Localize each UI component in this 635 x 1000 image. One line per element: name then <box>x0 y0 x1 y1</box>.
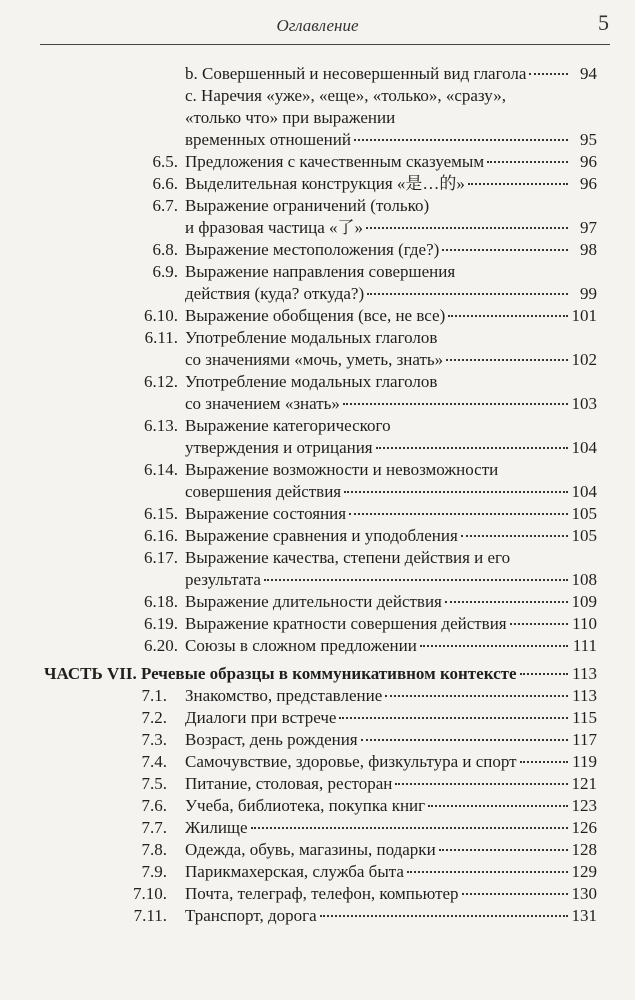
toc-entry-number: 6.11. <box>144 328 178 347</box>
toc-entry-text: результата <box>185 570 261 589</box>
dot-leader <box>366 227 568 229</box>
toc-entry-number: 7.11. <box>133 906 167 925</box>
toc-entry-number: 7.10. <box>133 884 167 903</box>
toc-entry-page: 103 <box>571 394 597 413</box>
toc-entry-text: Самочувствие, здоровье, физкультура и спорт <box>185 752 517 771</box>
dot-leader <box>468 183 568 185</box>
toc-entry-text: Питание, столовая, ресторан <box>185 774 393 793</box>
toc-entry-line <box>44 663 597 685</box>
toc-entry-line <box>152 151 597 173</box>
dot-leader <box>510 623 568 625</box>
toc-entry-number: 6.19. <box>144 614 178 633</box>
toc-entry-text: Почта, телеграф, телефон, компьютер <box>185 884 459 903</box>
toc-entry-number: 6.15. <box>144 504 178 523</box>
toc-entry-text: Выражение длительности действия <box>185 592 442 611</box>
toc-entry-line <box>133 905 597 927</box>
toc-entry-text: совершения действия <box>185 482 342 501</box>
toc-entry-page: 119 <box>572 752 597 771</box>
toc-entry-number: 7.9. <box>141 862 167 881</box>
dot-leader <box>520 673 568 675</box>
toc-entry[interactable] <box>0 707 635 729</box>
toc-entry-text: Выражение сравнения и уподобления <box>185 526 458 545</box>
page-number: 5 <box>598 10 609 35</box>
dot-leader <box>428 805 568 807</box>
toc-entry[interactable] <box>0 305 635 327</box>
dot-leader <box>367 293 568 295</box>
toc-entry[interactable] <box>0 261 635 305</box>
toc-entry-text: Жилище <box>185 818 248 837</box>
toc-entry[interactable] <box>0 503 635 525</box>
dot-leader <box>251 827 568 829</box>
toc-entry-text: Употребление модальных глаголов <box>185 372 438 391</box>
dot-leader <box>320 915 568 917</box>
toc-entry[interactable] <box>0 371 635 415</box>
toc-entry-text: c. Наречия «уже», «еще», «только», «сразу», <box>185 86 506 105</box>
dot-leader <box>439 849 568 851</box>
toc-entry-text: Выражение кратности совершения действия <box>185 614 507 633</box>
toc-entry-line <box>144 591 597 613</box>
dot-leader <box>349 513 568 515</box>
toc-entry-page: 98 <box>580 240 597 259</box>
part-heading-text: ЧАСТЬ VII. Речевые образцы в коммуникативном контексте <box>44 664 517 683</box>
toc-entry-line <box>144 305 597 327</box>
toc-entry-line <box>152 261 597 283</box>
toc-entry-number: 6.6. <box>152 174 178 193</box>
toc-entry-number: 7.5. <box>141 774 167 793</box>
toc-entry[interactable] <box>0 151 635 173</box>
toc-entry[interactable] <box>0 883 635 905</box>
toc-entry-line <box>185 481 597 503</box>
toc-entry-text: и фразовая частица «了» <box>185 218 364 237</box>
toc-entry-line <box>144 613 597 635</box>
toc-entry-page: 99 <box>580 284 597 303</box>
toc-entry-text: утверждения и отрицания <box>185 438 373 457</box>
toc-entry-number: 6.5. <box>152 152 178 171</box>
toc-entry-number: 7.6. <box>141 796 167 815</box>
toc-entry-line <box>144 525 597 547</box>
dot-leader <box>462 893 568 895</box>
running-header-title: Оглавление <box>276 16 359 35</box>
toc-entry-text: «только что» при выражении <box>185 108 396 127</box>
toc-entry-line <box>185 129 597 151</box>
toc-entry[interactable] <box>0 861 635 883</box>
toc-entry-line <box>185 437 597 459</box>
toc-entry-line <box>144 459 597 481</box>
dot-leader <box>376 447 568 449</box>
toc-entry-page: 115 <box>572 708 597 727</box>
toc-entry-text: b. Совершенный и несовершенный вид глагола <box>185 64 527 83</box>
toc-entry[interactable] <box>0 85 635 151</box>
toc-entry-text: временных отношений <box>185 130 351 149</box>
toc-entry-number: 7.4. <box>141 752 167 771</box>
toc-entry-page: 111 <box>572 636 597 655</box>
toc-entry-text: Одежда, обувь, магазины, подарки <box>185 840 436 859</box>
toc-entry-number: 6.8. <box>152 240 178 259</box>
dot-leader <box>445 601 568 603</box>
toc-entry-page: 129 <box>571 862 597 881</box>
dot-leader <box>264 579 568 581</box>
toc-entry-text: Союзы в сложном предложении <box>185 636 417 655</box>
toc-entry-number: 6.13. <box>144 416 178 435</box>
toc-entry-page: 95 <box>580 130 597 149</box>
dot-leader <box>487 161 568 163</box>
toc-entry-line <box>144 327 597 349</box>
toc-entry-page: 97 <box>580 218 597 237</box>
dot-leader <box>520 761 568 763</box>
toc-entry-number: 6.16. <box>144 526 178 545</box>
toc-entry-text: Предложения с качественным сказуемым <box>185 152 485 171</box>
toc-entry-number: 7.8. <box>141 840 167 859</box>
toc-entry-text: со значениями «мочь, уметь, знать» <box>185 350 444 369</box>
toc-entry-page: 131 <box>571 906 597 925</box>
toc-entry-text: Употребление модальных глаголов <box>185 328 438 347</box>
toc-entry-page: 128 <box>571 840 597 859</box>
toc-entry-line <box>152 173 597 195</box>
part-heading[interactable] <box>0 663 635 685</box>
toc-entry-line <box>144 371 597 393</box>
toc-entry[interactable] <box>0 613 635 635</box>
toc-entry-number: 6.9. <box>152 262 178 281</box>
toc-entry[interactable] <box>0 327 635 371</box>
toc-entry-page: 110 <box>572 614 597 633</box>
dot-leader <box>361 739 568 741</box>
dot-leader <box>395 783 568 785</box>
toc-entry-text: действия (куда? откуда?) <box>185 284 365 303</box>
toc-entry-page: 123 <box>571 796 597 815</box>
toc-entry-number: 6.20. <box>144 636 178 655</box>
toc-entry-text: Выражение местоположения (где?) <box>185 240 440 259</box>
toc-entry[interactable] <box>0 751 635 773</box>
toc-entry-page: 130 <box>571 884 597 903</box>
toc-entry-line <box>185 85 597 107</box>
toc-entry[interactable] <box>0 773 635 795</box>
toc-entry-page: 105 <box>571 526 597 545</box>
toc-entry-page: 126 <box>571 818 597 837</box>
toc-entry-text: Выражение качества, степени действия и его <box>185 548 511 567</box>
toc-entry-page: 101 <box>571 306 597 325</box>
toc-entry-page: 117 <box>572 730 597 749</box>
toc-entry-text: Выражение состояния <box>185 504 347 523</box>
toc-entry-line <box>133 883 597 905</box>
toc-entry-line <box>185 63 597 85</box>
toc-entry-line <box>185 107 597 129</box>
toc-entry-text: Выражение категорического <box>185 416 391 435</box>
toc-entry-text: Диалоги при встрече <box>185 708 337 727</box>
toc-entry-number: 6.10. <box>144 306 178 325</box>
toc-entry[interactable] <box>0 195 635 239</box>
toc-entry[interactable] <box>0 635 635 657</box>
toc-entry-line <box>141 861 597 883</box>
toc-entry-line <box>141 729 597 751</box>
toc-entry-line <box>152 195 597 217</box>
toc-entry-page: 96 <box>580 174 597 193</box>
toc-entry-text: Выражение обобщения (все, не все) <box>185 306 446 325</box>
table-of-contents <box>0 63 635 927</box>
toc-entry-page: 105 <box>571 504 597 523</box>
toc-entry-line <box>141 839 597 861</box>
toc-entry-number: 7.3. <box>141 730 167 749</box>
toc-entry-page: 104 <box>571 482 597 501</box>
toc-entry-line <box>144 503 597 525</box>
toc-entry[interactable] <box>0 795 635 817</box>
toc-entry[interactable] <box>0 547 635 591</box>
toc-entry-text: Учеба, библиотека, покупка книг <box>185 796 426 815</box>
toc-entry-page: 94 <box>580 64 597 83</box>
dot-leader <box>343 403 568 405</box>
toc-entry-number: 7.2. <box>141 708 167 727</box>
toc-entry[interactable] <box>0 415 635 459</box>
toc-entry[interactable] <box>0 459 635 503</box>
toc-entry-line <box>141 685 597 707</box>
toc-entry-page: 108 <box>571 570 597 589</box>
toc-entry[interactable] <box>0 239 635 261</box>
dot-leader <box>339 717 568 719</box>
dot-leader <box>420 645 568 647</box>
toc-entry-page: 121 <box>571 774 597 793</box>
toc-entry-line <box>185 569 597 591</box>
toc-entry-number: 6.18. <box>144 592 178 611</box>
dot-leader <box>448 315 568 317</box>
toc-entry-page: 96 <box>580 152 597 171</box>
part-heading-page: 113 <box>572 664 597 683</box>
dot-leader <box>446 359 568 361</box>
toc-entry-text: Знакомство, представление <box>185 686 383 705</box>
toc-entry-number: 6.14. <box>144 460 178 479</box>
toc-entry[interactable] <box>0 525 635 547</box>
toc-entry-line <box>144 415 597 437</box>
toc-entry-text: Выражение возможности и невозможности <box>185 460 499 479</box>
toc-entry[interactable] <box>0 729 635 751</box>
dot-leader <box>529 73 568 75</box>
toc-entry-text: Парикмахерская, служба быта <box>185 862 404 881</box>
toc-entry-line <box>185 217 597 239</box>
toc-entry-text: Выражение направления совершения <box>185 262 456 281</box>
toc-entry[interactable] <box>0 173 635 195</box>
toc-entry-line <box>185 283 597 305</box>
toc-entry-number: 7.7. <box>141 818 167 837</box>
toc-entry-line <box>141 795 597 817</box>
toc-entry-line <box>141 773 597 795</box>
toc-entry-page: 102 <box>571 350 597 369</box>
toc-entry-line <box>141 707 597 729</box>
dot-leader <box>354 139 568 141</box>
toc-entry-line <box>141 751 597 773</box>
toc-entry-page: 113 <box>572 686 597 705</box>
toc-entry-text: со значением «знать» <box>185 394 340 413</box>
dot-leader <box>442 249 568 251</box>
dot-leader <box>385 695 568 697</box>
toc-entry-text: Выражение ограничений (только) <box>185 196 430 215</box>
dot-leader <box>344 491 568 493</box>
toc-entry-page: 109 <box>571 592 597 611</box>
toc-entry[interactable] <box>0 817 635 839</box>
toc-entry-line <box>141 817 597 839</box>
toc-entry-line <box>185 349 597 371</box>
toc-entry-text: Транспорт, дорога <box>185 906 317 925</box>
toc-entry-number: 6.17. <box>144 548 178 567</box>
toc-entry-line <box>144 635 597 657</box>
toc-entry[interactable] <box>0 685 635 707</box>
toc-entry-line <box>185 393 597 415</box>
toc-entry[interactable] <box>0 839 635 861</box>
toc-entry-number: 6.7. <box>152 196 178 215</box>
toc-entry[interactable] <box>0 63 635 85</box>
toc-entry-line <box>152 239 597 261</box>
header-rule <box>40 44 610 45</box>
toc-entry-text: Возраст, день рождения <box>185 730 358 749</box>
toc-entry-number: 7.1. <box>141 686 167 705</box>
toc-entry-text: Выделительная конструкция «是…的» <box>185 174 465 193</box>
toc-entry-page: 104 <box>571 438 597 457</box>
dot-leader <box>407 871 568 873</box>
dot-leader <box>461 535 568 537</box>
toc-entry-number: 6.12. <box>144 372 178 391</box>
toc-entry[interactable] <box>0 905 635 927</box>
toc-entry[interactable] <box>0 591 635 613</box>
toc-entry-line <box>144 547 597 569</box>
